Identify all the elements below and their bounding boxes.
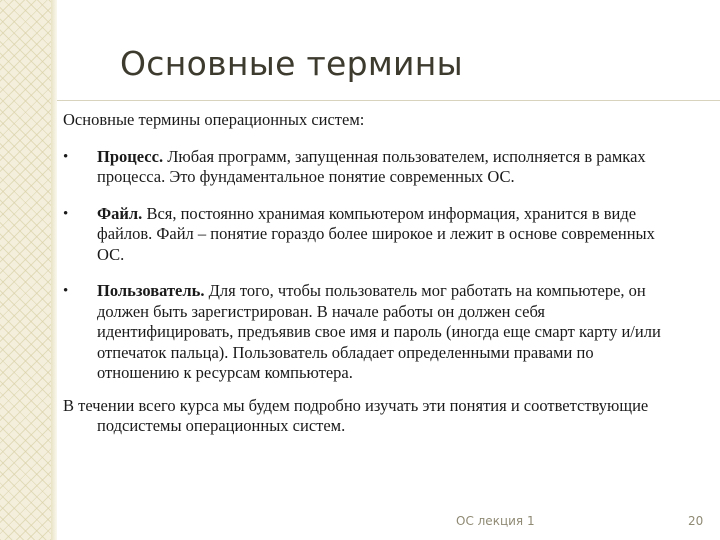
term-title: Пользователь. [97, 281, 205, 300]
term-title: Файл. [97, 203, 143, 223]
bullet-icon: • [63, 283, 69, 299]
list-item-process [63, 147, 663, 188]
term-description: Для того, чтобы пользователь мог работать на компьютере, он должен быть зарегистрирован. В начале работы он должен себя идентифицировать, предъявив свое имя и пароль (иногда еще смарт карту и/или отпечаток пальца). Пользователь обладает определенными правами по отношению к ресурсам компьютера. [97, 281, 661, 382]
term-list [63, 147, 663, 384]
bullet-icon: • [63, 148, 69, 165]
term-description: Любая программ, запущенная пользователем, исполняется в рамках процесса. Это фундаментальное понятие современных ОС. [97, 146, 646, 186]
list-item-user [63, 281, 663, 384]
footer-label: ОС лекция 1 [456, 514, 535, 528]
page-number: 20 [688, 514, 704, 528]
slide-body [63, 104, 663, 453]
slide-title: Основные термины [120, 44, 464, 83]
term-description: Вся, постоянно хранимая компьютером информация, хранится в виде файлов. Файл – понятие гораздо более широкое и лежит в основе современных ОС. [97, 203, 655, 264]
bullet-icon: • [63, 205, 69, 222]
sidebar-pattern [0, 0, 51, 540]
title-divider [57, 100, 720, 101]
outro-text: В течении всего курса мы будем подробно изучать эти понятия и соответствующие подсистемы операционных систем. [63, 395, 649, 435]
list-item-file [63, 204, 663, 266]
term-title: Процесс. [97, 146, 164, 166]
intro-text: Основные термины операционных систем: [63, 110, 365, 129]
